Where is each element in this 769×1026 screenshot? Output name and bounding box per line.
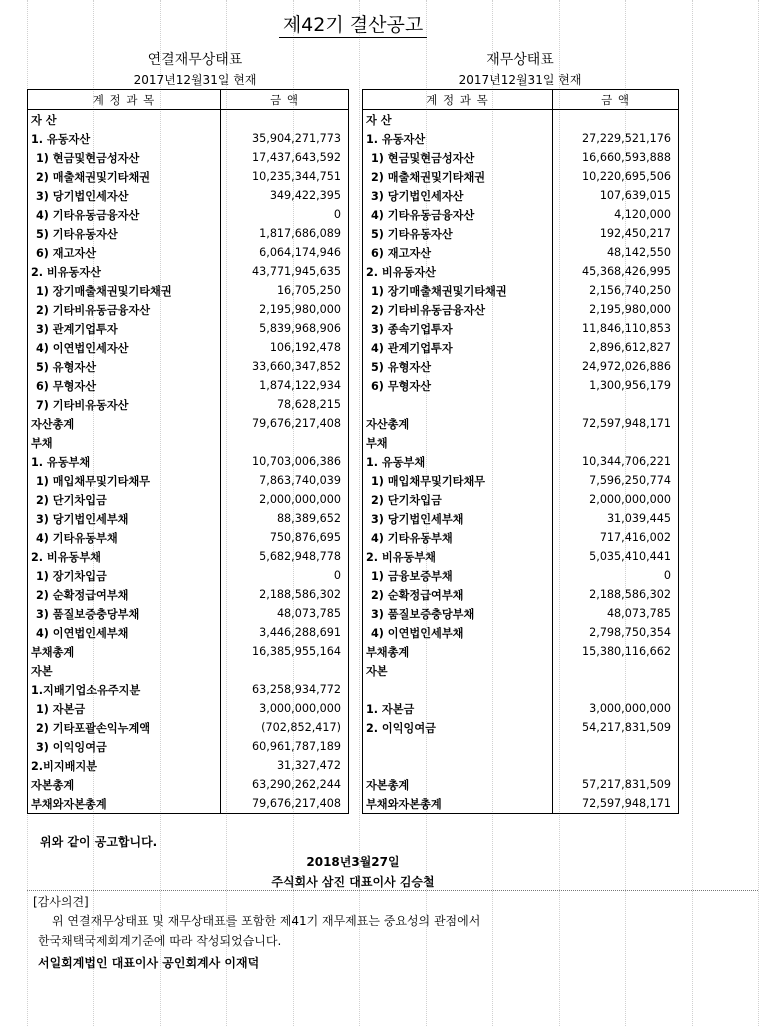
account-label: 5) 기타유동자산 — [363, 224, 553, 243]
account-label: 1. 유동부채 — [363, 452, 553, 471]
table-row — [28, 794, 349, 814]
account-label: 1) 장기매출채권및기타채권 — [28, 281, 221, 300]
table-row — [363, 452, 679, 471]
account-label: 2) 기타포괄손익누계액 — [28, 718, 221, 737]
table-row — [28, 281, 349, 300]
amount-value: 2,156,740,250 — [553, 281, 679, 300]
account-label: 3) 품질보증충당부채 — [28, 604, 221, 623]
table-row — [28, 300, 349, 319]
amount-value — [553, 661, 679, 680]
amount-value: 35,904,271,773 — [221, 129, 349, 148]
amount-value: 57,217,831,509 — [553, 775, 679, 794]
account-label: 자산총계 — [363, 414, 553, 433]
amount-value: 2,896,612,827 — [553, 338, 679, 357]
table-row — [363, 642, 679, 661]
account-label: 2) 매출채권및기타채권 — [28, 167, 221, 186]
account-label: 6) 재고자산 — [28, 243, 221, 262]
account-label: 부채 — [363, 433, 553, 452]
amount-value: 48,073,785 — [221, 604, 349, 623]
amount-value: 2,000,000,000 — [221, 490, 349, 509]
account-label: 2. 비유동부채 — [28, 547, 221, 566]
table-row — [28, 414, 349, 433]
table-row — [28, 718, 349, 737]
amount-value: 24,972,026,886 — [553, 357, 679, 376]
table-row — [363, 718, 679, 737]
amount-value — [553, 737, 679, 756]
account-label: 4) 기타유동부채 — [363, 528, 553, 547]
table-row — [28, 433, 349, 452]
table-row — [28, 699, 349, 718]
amount-value: 0 — [221, 566, 349, 585]
amount-value: 79,676,217,408 — [221, 414, 349, 433]
amount-value: 48,142,550 — [553, 243, 679, 262]
table-row — [363, 376, 679, 395]
amount-value: 4,120,000 — [553, 205, 679, 224]
table-row — [28, 737, 349, 756]
account-label: 4) 이연법인세자산 — [28, 338, 221, 357]
table-row — [363, 680, 679, 699]
amount-value: 5,035,410,441 — [553, 547, 679, 566]
account-label: 3) 당기법인세부채 — [363, 509, 553, 528]
audit-opinion-line-2: 한국채택국제회계기준에 따라 작성되었습니다. — [38, 934, 282, 948]
table-row — [28, 490, 349, 509]
table-row — [28, 471, 349, 490]
account-label: 4) 기타유동금융자산 — [28, 205, 221, 224]
amount-value: 17,437,643,592 — [221, 148, 349, 167]
account-label: 1) 장기차입금 — [28, 566, 221, 585]
table-row — [363, 129, 679, 148]
account-label: 6) 재고자산 — [363, 243, 553, 262]
account-label: 1) 자본금 — [28, 699, 221, 718]
amount-value: 10,235,344,751 — [221, 167, 349, 186]
consolidated-date: 2017년12월31일 현재 — [133, 73, 257, 87]
amount-value: 10,703,006,386 — [221, 452, 349, 471]
page-title: 제42기 결산공고 — [0, 14, 706, 36]
table-row — [28, 376, 349, 395]
table-row — [28, 357, 349, 376]
table-row — [363, 756, 679, 775]
account-label: 부채총계 — [363, 642, 553, 661]
table-row — [28, 547, 349, 566]
account-label — [363, 680, 553, 699]
amount-value: 27,229,521,176 — [553, 129, 679, 148]
table-row — [363, 243, 679, 262]
amount-value: 16,705,250 — [221, 281, 349, 300]
amount-value — [553, 110, 679, 130]
table-row — [363, 281, 679, 300]
account-label: 부채와자본총계 — [28, 794, 221, 814]
table-row — [28, 338, 349, 357]
account-label: 1) 매입채무및기타채무 — [363, 471, 553, 490]
amount-value: 349,422,395 — [221, 186, 349, 205]
amount-value: 33,660,347,852 — [221, 357, 349, 376]
table-row — [28, 756, 349, 775]
amount-value: 60,961,787,189 — [221, 737, 349, 756]
separate-balance-sheet-table — [362, 89, 679, 814]
table-row — [363, 699, 679, 718]
table-row — [363, 205, 679, 224]
account-label: 1.지배기업소유주지분 — [28, 680, 221, 699]
amount-value: 3,446,288,691 — [221, 623, 349, 642]
amount-value: 31,039,445 — [553, 509, 679, 528]
amount-value — [553, 395, 679, 414]
amount-value — [553, 756, 679, 775]
account-label: 부채총계 — [28, 642, 221, 661]
amount-value: 106,192,478 — [221, 338, 349, 357]
amount-value — [553, 433, 679, 452]
amount-value: 7,596,250,774 — [553, 471, 679, 490]
account-label: 자본총계 — [28, 775, 221, 794]
amount-value: 2,798,750,354 — [553, 623, 679, 642]
account-label: 2) 기타비유동금융자산 — [28, 300, 221, 319]
amount-value: 5,682,948,778 — [221, 547, 349, 566]
table-row — [363, 338, 679, 357]
account-label — [363, 737, 553, 756]
table-row — [363, 300, 679, 319]
amount-value: 717,416,002 — [553, 528, 679, 547]
table-row — [363, 186, 679, 205]
amount-value: 0 — [221, 205, 349, 224]
table-row — [363, 167, 679, 186]
account-label: 자 산 — [363, 110, 553, 130]
auditor-signature: 서일회계법인 대표이사 공인회계사 이재덕 — [38, 956, 260, 970]
account-label: 자산총계 — [28, 414, 221, 433]
account-label: 3) 종속기업투자 — [363, 319, 553, 338]
amount-value: 3,000,000,000 — [221, 699, 349, 718]
consolidated-balance-sheet-table — [27, 89, 349, 814]
account-label: 2) 매출채권및기타채권 — [363, 167, 553, 186]
amount-value: 45,368,426,995 — [553, 262, 679, 281]
amount-value: 16,385,955,164 — [221, 642, 349, 661]
table-row — [363, 509, 679, 528]
amount-value: 72,597,948,171 — [553, 414, 679, 433]
divider — [27, 890, 758, 891]
account-label: 3) 당기법인세부채 — [28, 509, 221, 528]
account-label: 4) 기타유동부채 — [28, 528, 221, 547]
table-row — [363, 566, 679, 585]
notice-date: 2018년3월27일 — [306, 855, 400, 869]
account-label — [363, 756, 553, 775]
table-row — [28, 642, 349, 661]
account-label: 2) 기타비유동금융자산 — [363, 300, 553, 319]
amount-value — [221, 661, 349, 680]
table-row — [28, 661, 349, 680]
account-label: 2) 순확정급여부채 — [28, 585, 221, 604]
amount-value: 6,064,174,946 — [221, 243, 349, 262]
amount-value — [221, 433, 349, 452]
table-row — [363, 319, 679, 338]
account-label: 2. 이익잉여금 — [363, 718, 553, 737]
account-label: 2.비지배지분 — [28, 756, 221, 775]
amount-value: 10,344,706,221 — [553, 452, 679, 471]
amount-value: 11,846,110,853 — [553, 319, 679, 338]
account-label: 1) 장기매출채권및기타채권 — [363, 281, 553, 300]
amount-value: 78,628,215 — [221, 395, 349, 414]
amount-value: 2,000,000,000 — [553, 490, 679, 509]
amount-value: 10,220,695,506 — [553, 167, 679, 186]
table-row — [363, 775, 679, 794]
table-row — [363, 623, 679, 642]
table-row — [28, 509, 349, 528]
table-row — [363, 490, 679, 509]
amount-value: 63,258,934,772 — [221, 680, 349, 699]
table-row — [363, 110, 679, 130]
amount-value: 15,380,116,662 — [553, 642, 679, 661]
amount-value: 88,389,652 — [221, 509, 349, 528]
account-column-header: 계 정 과 목 — [28, 90, 221, 110]
amount-value: 1,300,956,179 — [553, 376, 679, 395]
table-row — [28, 319, 349, 338]
account-label: 자본 — [363, 661, 553, 680]
account-label: 1) 현금및현금성자산 — [28, 148, 221, 167]
account-label: 자본총계 — [363, 775, 553, 794]
account-label: 1) 금융보증부채 — [363, 566, 553, 585]
amount-column-header: 금 액 — [221, 90, 349, 110]
account-label: 2. 비유동부채 — [363, 547, 553, 566]
amount-value: 2,188,586,302 — [553, 585, 679, 604]
table-row — [28, 167, 349, 186]
table-row — [28, 775, 349, 794]
amount-value: 16,660,593,888 — [553, 148, 679, 167]
account-label: 2. 비유동자산 — [363, 262, 553, 281]
table-header-row — [363, 90, 679, 110]
signer-text: 주식회사 삼진 대표이사 김승철 — [271, 875, 435, 889]
account-column-header: 계 정 과 목 — [363, 90, 553, 110]
account-label: 1. 유동부채 — [28, 452, 221, 471]
account-label: 자본 — [28, 661, 221, 680]
account-label: 4) 관계기업투자 — [363, 338, 553, 357]
amount-value: 72,597,948,171 — [553, 794, 679, 814]
amount-value: 5,839,968,906 — [221, 319, 349, 338]
account-label: 1. 자본금 — [363, 699, 553, 718]
audit-opinion-line-1: 위 연결재무상태표 및 재무상태표를 포함한 제41기 재무제표는 중요성의 관점에서 — [52, 914, 481, 928]
account-label: 1. 유동자산 — [363, 129, 553, 148]
amount-value: 48,073,785 — [553, 604, 679, 623]
amount-value: 79,676,217,408 — [221, 794, 349, 814]
table-row — [363, 414, 679, 433]
table-row — [363, 585, 679, 604]
amount-value — [221, 110, 349, 130]
table-row — [363, 528, 679, 547]
amount-column-header: 금 액 — [553, 90, 679, 110]
table-row — [28, 224, 349, 243]
separate-heading: 재무상태표 — [486, 52, 554, 68]
amount-value: 2,188,586,302 — [221, 585, 349, 604]
table-row — [28, 129, 349, 148]
table-row — [363, 547, 679, 566]
account-label: 3) 품질보증충당부채 — [363, 604, 553, 623]
table-row — [363, 737, 679, 756]
amount-value: (702,852,417) — [221, 718, 349, 737]
table-row — [28, 186, 349, 205]
account-label: 2) 단기차입금 — [28, 490, 221, 509]
amount-value: 3,000,000,000 — [553, 699, 679, 718]
table-row — [363, 395, 679, 414]
table-row — [363, 661, 679, 680]
account-label: 3) 관계기업투자 — [28, 319, 221, 338]
account-label: 5) 기타유동자산 — [28, 224, 221, 243]
table-row — [28, 585, 349, 604]
account-label: 2) 순확정급여부채 — [363, 585, 553, 604]
table-row — [28, 395, 349, 414]
table-row — [28, 680, 349, 699]
table-row — [363, 262, 679, 281]
table-row — [363, 148, 679, 167]
amount-value: 2,195,980,000 — [553, 300, 679, 319]
amount-value: 2,195,980,000 — [221, 300, 349, 319]
amount-value: 750,876,695 — [221, 528, 349, 547]
account-label: 1. 유동자산 — [28, 129, 221, 148]
table-row — [28, 623, 349, 642]
amount-value: 192,450,217 — [553, 224, 679, 243]
amount-value — [553, 680, 679, 699]
table-row — [28, 205, 349, 224]
table-row — [28, 262, 349, 281]
table-header-row — [28, 90, 349, 110]
amount-value: 43,771,945,635 — [221, 262, 349, 281]
notice-text: 위와 같이 공고합니다. — [40, 835, 158, 849]
table-row — [28, 452, 349, 471]
account-label: 3) 이익잉여금 — [28, 737, 221, 756]
table-row — [28, 243, 349, 262]
account-label: 7) 기타비유동자산 — [28, 395, 221, 414]
amount-value: 31,327,472 — [221, 756, 349, 775]
account-label: 부채 — [28, 433, 221, 452]
account-label: 4) 이연법인세부채 — [363, 623, 553, 642]
table-row — [363, 604, 679, 623]
account-label: 6) 무형자산 — [28, 376, 221, 395]
account-label: 1) 매입채무및기타채무 — [28, 471, 221, 490]
account-label: 5) 유형자산 — [28, 357, 221, 376]
amount-value: 107,639,015 — [553, 186, 679, 205]
amount-value: 0 — [553, 566, 679, 585]
table-row — [363, 471, 679, 490]
account-label: 4) 기타유동금융자산 — [363, 205, 553, 224]
account-label: 2) 단기차입금 — [363, 490, 553, 509]
account-label: 3) 당기법인세자산 — [28, 186, 221, 205]
amount-value: 54,217,831,509 — [553, 718, 679, 737]
table-row — [363, 357, 679, 376]
account-label: 5) 유형자산 — [363, 357, 553, 376]
account-label: 4) 이연법인세부채 — [28, 623, 221, 642]
account-label: 자 산 — [28, 110, 221, 130]
account-label: 3) 당기법인세자산 — [363, 186, 553, 205]
table-row — [363, 794, 679, 814]
amount-value: 63,290,262,244 — [221, 775, 349, 794]
account-label: 2. 비유동자산 — [28, 262, 221, 281]
account-label: 부채와자본총계 — [363, 794, 553, 814]
audit-heading: [감사의견] — [33, 895, 89, 909]
separate-date: 2017년12월31일 현재 — [458, 73, 582, 87]
table-row — [28, 148, 349, 167]
table-row — [28, 604, 349, 623]
amount-value: 1,874,122,934 — [221, 376, 349, 395]
amount-value: 7,863,740,039 — [221, 471, 349, 490]
table-row — [363, 433, 679, 452]
consolidated-heading: 연결재무상태표 — [147, 52, 243, 68]
table-row — [28, 110, 349, 130]
amount-value: 1,817,686,089 — [221, 224, 349, 243]
account-label — [363, 395, 553, 414]
table-row — [28, 566, 349, 585]
table-row — [363, 224, 679, 243]
account-label: 6) 무형자산 — [363, 376, 553, 395]
table-row — [28, 528, 349, 547]
account-label: 1) 현금및현금성자산 — [363, 148, 553, 167]
